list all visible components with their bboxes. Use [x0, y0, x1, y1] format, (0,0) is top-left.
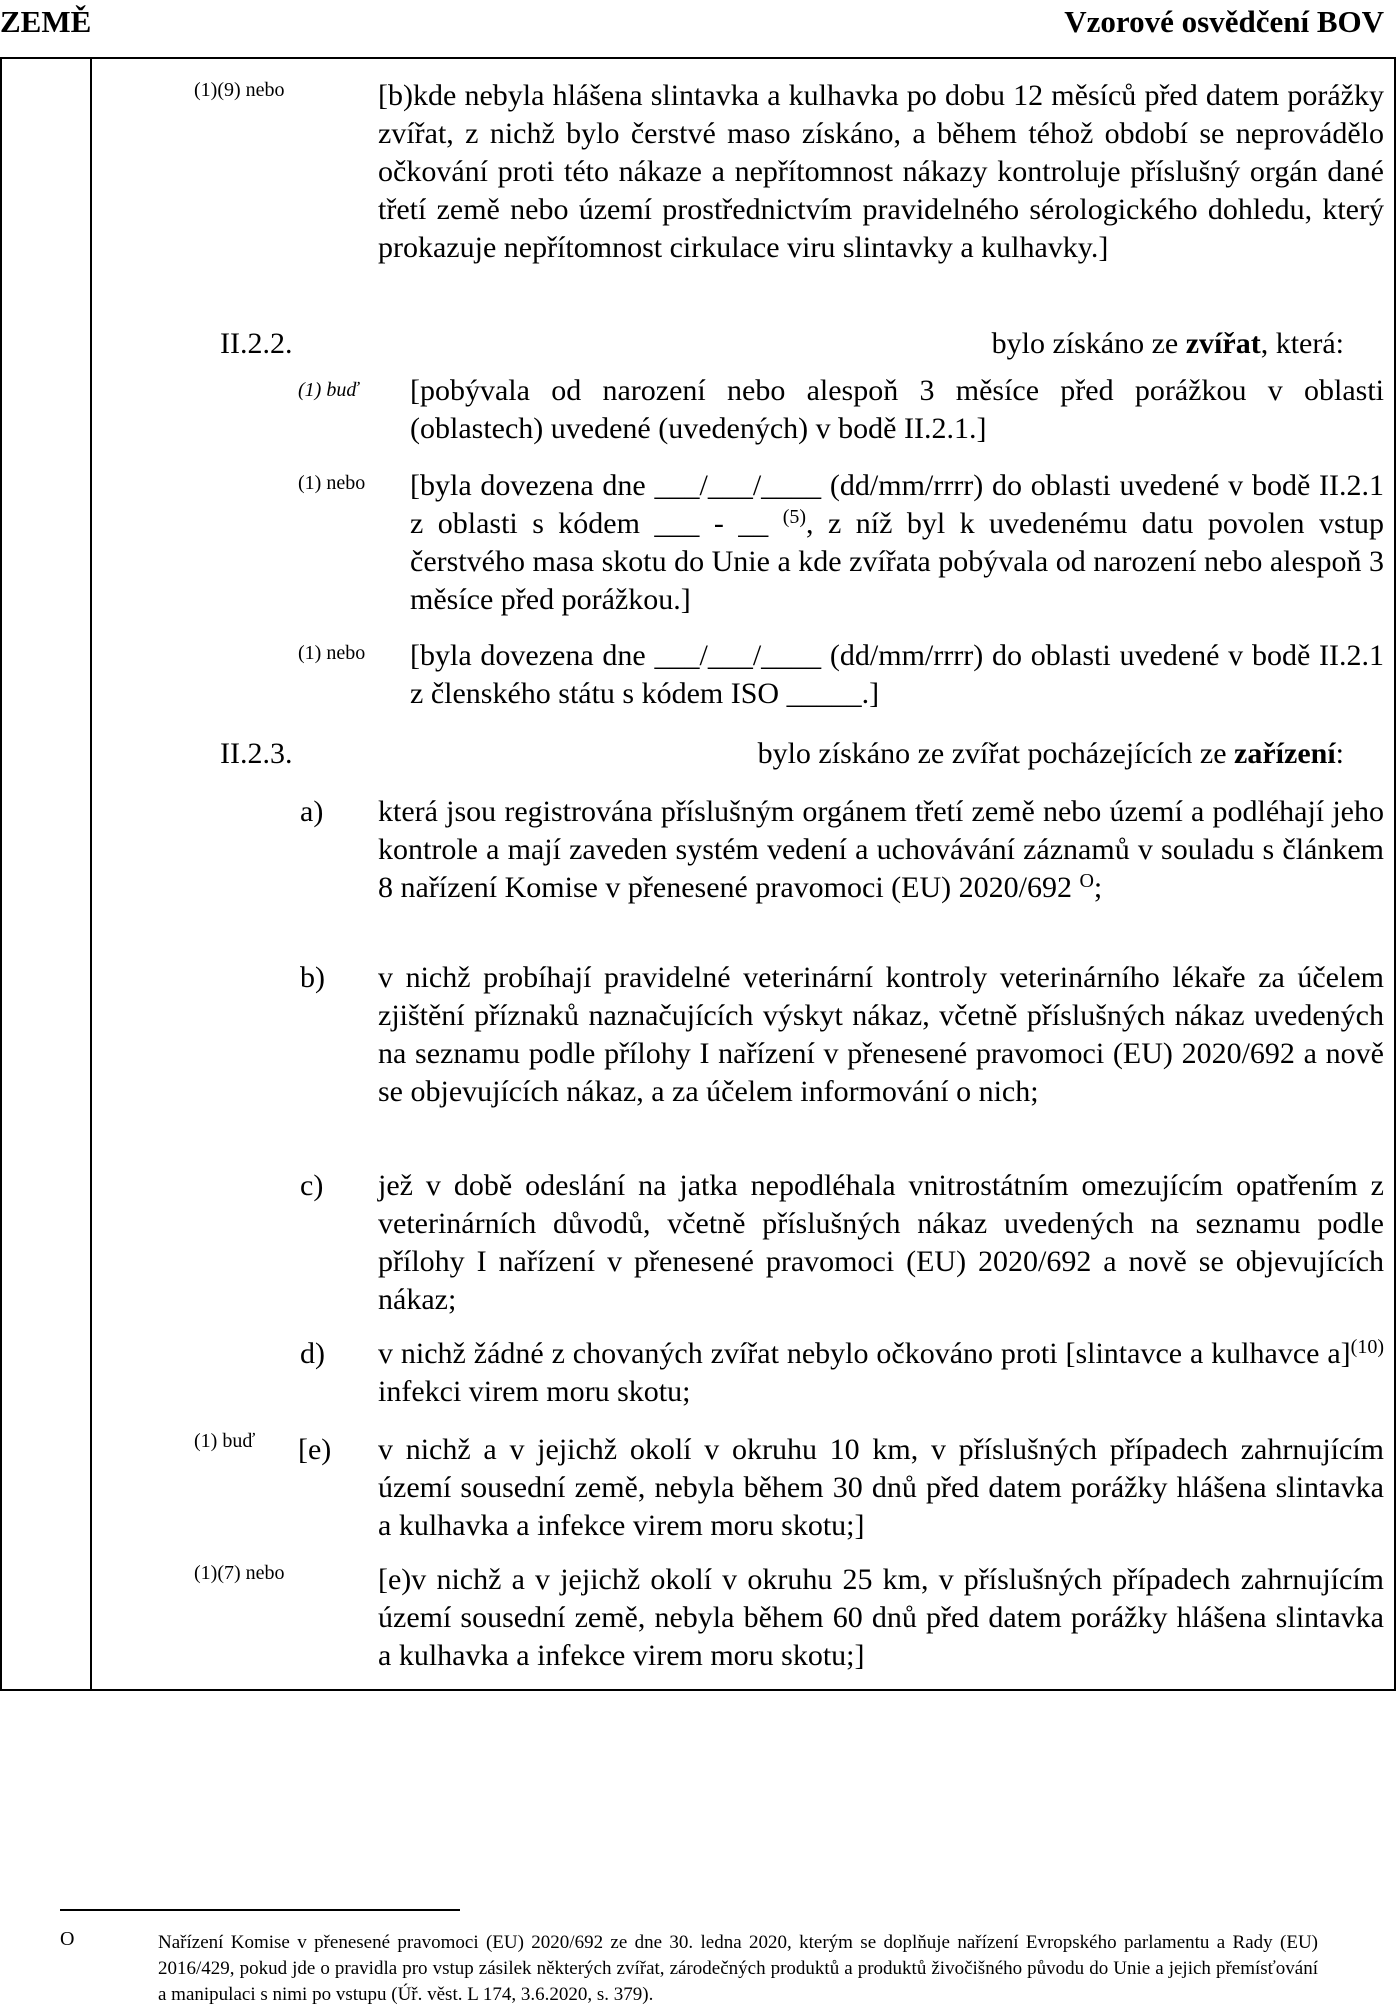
item-b-letter: b) — [300, 961, 325, 994]
footnote-ref-5: (5) — [782, 506, 807, 528]
section-num-2-2-2: II.2.2. — [220, 327, 293, 360]
item-a-pre: která jsou registrována příslušným orgánem třetí země nebo území a podléhají jeho kontrole a mají zaveden systém vedení a uchovávání záznamů v souladu s článkem 8 nařízení Komise v přenesené pravomoci (EU) 2020/692 — [378, 795, 1384, 904]
item-d-text — [378, 1335, 1384, 1411]
heading-2-2-2-pre: bylo získáno ze — [991, 327, 1186, 360]
footnote-ref-o: O — [1079, 870, 1094, 892]
opt3-label: (1) nebo — [298, 642, 366, 664]
opt2-text — [410, 467, 1384, 619]
column-divider — [90, 59, 92, 1689]
item-c-text: jež v době odeslání na jatka nepodléhala vnitrostátním omezujícím opatřením z veterinárních důvodů, včetně příslušných nákaz uvedených na seznamu podle přílohy I nařízení v přenesené pravomoci (EU) 2020/692 a nově se objevujících nákaz; — [378, 1169, 1384, 1316]
item-a-text — [378, 793, 1384, 907]
item-e2-label: (1)(7) nebo — [194, 1562, 285, 1584]
row-b-text: [b)kde nebyla hlášena slintavka a kulhavka po dobu 12 měsíců před datem porážky zvířat, z nichž bylo čerstvé maso získáno, a během téhož období se neprovádělo očkování proti této nákaze a nepřítomnost nákazy kontroluje příslušný orgán dané třetí země nebo území prostřednictvím pravidelného sérologického dohledu, který prokazuje nepřítomnost cirkulace viru slintavky a kulhavky.] — [378, 79, 1384, 264]
heading-2-2-3-bold: zařízení — [1234, 737, 1336, 770]
section-num-2-2-3: II.2.3. — [220, 737, 293, 770]
item-c-letter: c) — [300, 1169, 324, 1202]
item-d-post: infekci virem moru skotu; — [378, 1375, 691, 1408]
item-d-pre: v nichž žádné z chovaných zvířat nebylo očkováno proti [slintavce a kulhavce a] — [378, 1337, 1351, 1370]
footnote-ref-10: (10) — [1350, 1336, 1384, 1358]
opt3-text: [byla dovezena dne ___/___/____ (dd/mm/rrrr) do oblasti uvedené v bodě II.2.1 z členského státu s kódem ISO _____.] — [410, 639, 1384, 710]
opt2-text-pre: [byla dovezena dne ___/___/____ (dd/mm/rrrr) do oblasti uvedené v bodě II.2.1 z oblasti s kódem ___ - __ — [410, 469, 1384, 540]
certificate-frame — [0, 57, 1396, 1691]
footnote-text: Nařízení Komise v přenesené pravomoci (EU) 2020/692 ze dne 30. ledna 2020, kterým se doplňuje nařízení Evropského parlamentu a Rady (EU) 2016/429, pokud jde o pravidla pro vstup zásilek některých zvířat, zárodečných produktů a produktů živočišného původu do Unie a jejich přemísťování a manipulaci s nimi po vstupu (Úř. věst. L 174, 3.6.2020, s. 379). — [158, 1932, 1318, 2005]
header-title: Vzorové osvědčení BOV — [1064, 4, 1384, 39]
opt2-label: (1) nebo — [298, 472, 366, 494]
footnote-rule — [60, 1909, 460, 1911]
opt1-label: (1) buď — [298, 379, 359, 401]
footnote-mark: O — [60, 1928, 75, 1950]
item-e2-text: [e)v nichž a v jejichž okolí v okruhu 25 km, v příslušných případech zahrnujícím území sousední země, nebyla během 60 dnů před datem porážky hlášena slintavka a kulhavka a infekce virem moru skotu;] — [378, 1563, 1384, 1672]
opt2-text-post: , z níž byl k uvedenému datu povolen vstup čerstvého masa skotu do Unie a kde zvířata pobývala od narození nebo alespoň 3 měsíce před porážkou.] — [410, 507, 1384, 616]
opt1-text: [pobývala od narození nebo alespoň 3 měsíce před porážkou v oblasti (oblastech) uvedené (uvedených) v bodě II.2.1.] — [410, 374, 1384, 445]
heading-2-2-3-pre: bylo získáno ze zvířat pocházejících ze — [757, 737, 1235, 770]
header-country: ZEMĚ — [0, 4, 92, 39]
section-heading-2-2-3 — [758, 735, 1344, 773]
item-e1-text: v nichž a v jejichž okolí v okruhu 10 km, v příslušných případech zahrnujícím území sousední země, nebyla během 30 dnů před datem porážky hlášena slintavka a kulhavka a infekce virem moru skotu;] — [378, 1433, 1384, 1542]
item-e1-letter: [e) — [298, 1433, 332, 1466]
item-a-post: ; — [1093, 871, 1103, 904]
item-d-letter: d) — [300, 1337, 325, 1370]
item-b-text: v nichž probíhají pravidelné veterinární kontroly veterinárního lékaře za účelem zjištění příznaků naznačujících výskyt nákaz, včetně příslušných nákaz uvedených na seznamu podle přílohy I nařízení v přenesené pravomoci (EU) 2020/692 a nově se objevujících nákaz, a za účelem informování o nich; — [378, 961, 1384, 1108]
item-e1-label: (1) buď — [194, 1430, 256, 1452]
item-a-letter: a) — [300, 795, 324, 828]
section-heading-2-2-2 — [992, 325, 1344, 363]
heading-2-2-2-post: , která: — [1260, 327, 1344, 360]
heading-2-2-3-post: : — [1335, 737, 1344, 770]
row-b-label: (1)(9) nebo — [194, 79, 285, 101]
heading-2-2-2-bold: zvířat — [1185, 327, 1261, 360]
